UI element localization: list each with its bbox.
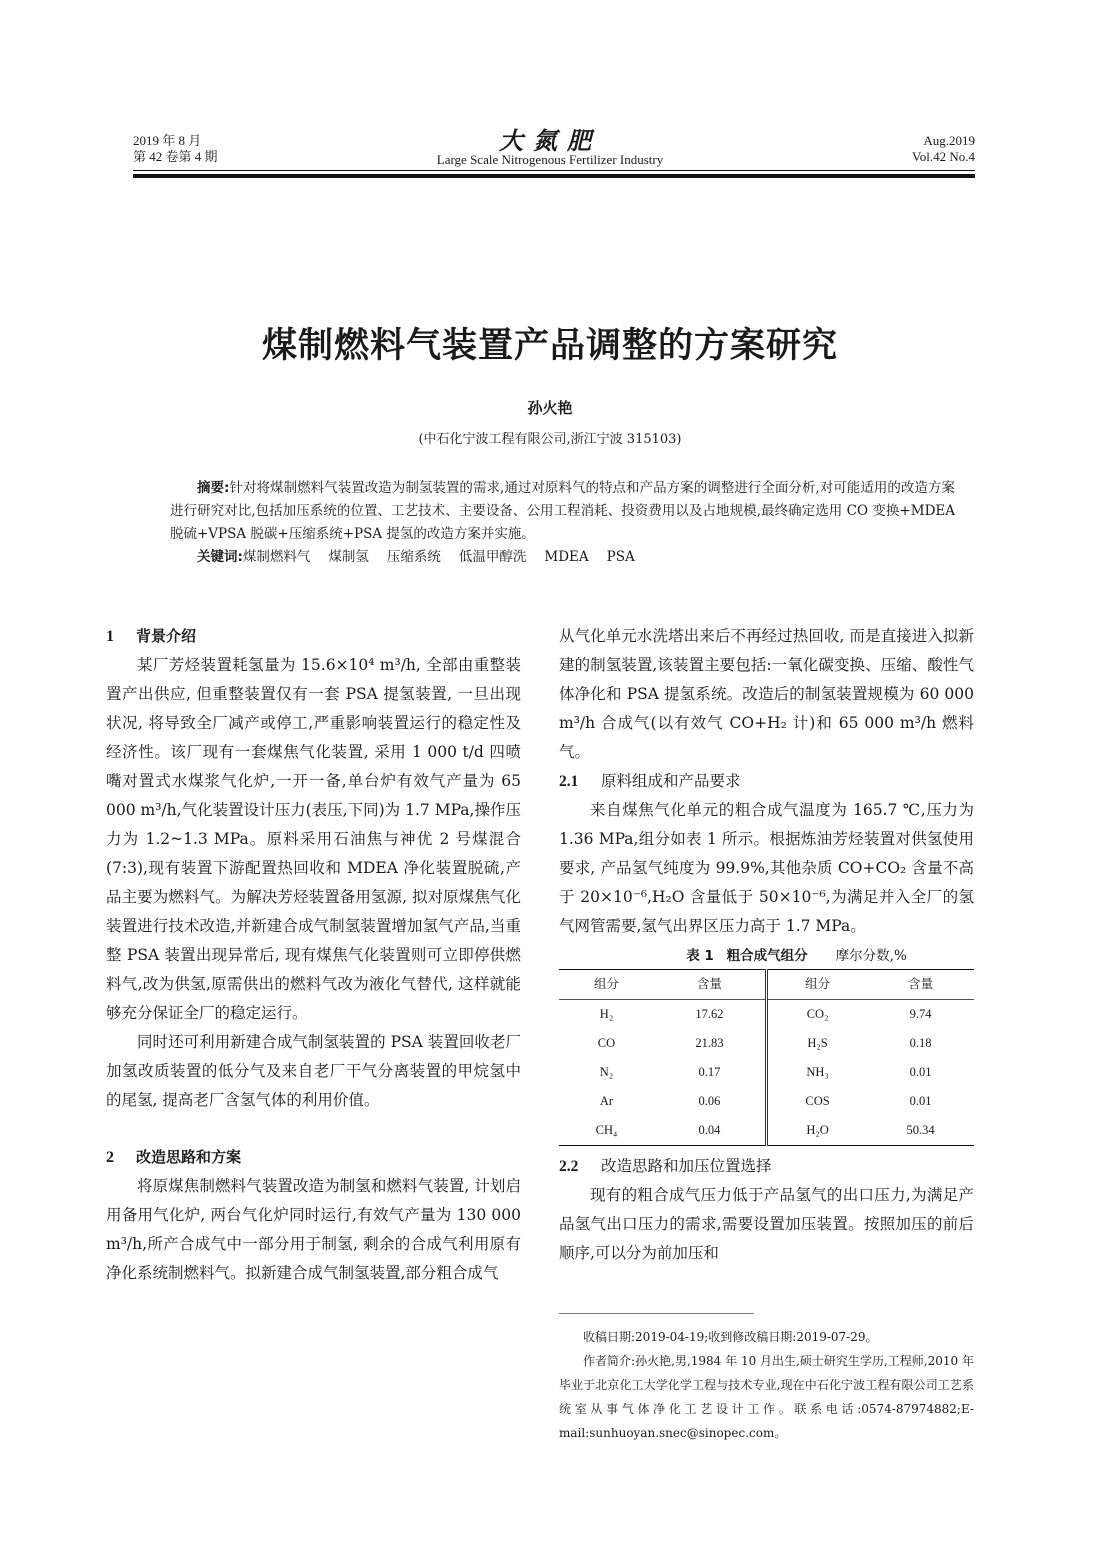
table-cell: 17.62: [654, 1000, 767, 1030]
table-row: [559, 1029, 974, 1058]
section-2-paragraph-1-cont: 从气化单元水洗塔出来后不再经过热回收, 而是直接进入拟新建的制氢装置,该装置主要包括:一氧化碳变换、压缩、酸性气体净化和 PSA 提氢系统。改造后的制氢装置规模为 60 000 m³/h 合成气(以有效气 CO+H₂ 计)和 65 000 m³/h 燃料气。: [559, 627, 974, 761]
footnote: [559, 1325, 974, 1445]
header-rule-thick: [133, 174, 975, 178]
keyword: MDEA: [544, 549, 589, 565]
header-volume-cn: 第 42 卷第 4 期: [133, 149, 218, 164]
header-date-cn: 2019 年 8 月: [133, 133, 202, 148]
table-cell: 0.17: [654, 1058, 767, 1087]
section-title: 背景介绍: [136, 627, 197, 645]
article-author: 孙火艳: [527, 399, 573, 417]
section-2-paragraph-1: 将原煤焦制燃料气装置改造为制氢和燃料气装置, 计划启用备用气化炉, 两台气化炉同时运行,有效气产量为 130 000 m³/h,所产合成气中一部分用于制氢, 剩余的合成气利用原有净化系统制燃料气。拟新建合成气制氢装置,部分粗合成气: [106, 1177, 521, 1282]
table-cell: Ar: [599, 1094, 614, 1108]
table-cell: NH₃: [806, 1065, 829, 1079]
table-1: [559, 969, 974, 1146]
keywords-label: 关键词:: [197, 549, 243, 565]
table-row: [559, 1116, 974, 1146]
keyword: 煤制燃料气: [242, 549, 311, 565]
abstract-block: [170, 477, 955, 569]
table-cell: 0.04: [654, 1116, 767, 1146]
table-row: [559, 1058, 974, 1087]
received-dates: 收稿日期:2019-04-19;收到修改稿日期:2019-07-29。: [583, 1330, 878, 1344]
section-2-1-paragraph: 来自煤焦气化单元的粗合成气温度为 165.7 ℃,压力为 1.36 MPa,组分如表 1 所示。根据炼油芳烃装置对供氢使用要求, 产品氢气纯度为 99.9%,其他杂质 CO+CO₂ 含量不高于 20×10⁻⁶,H₂O 含量低于 50×10⁻⁶,为满足并入全厂的氢气网管需要,氢气出界区压力高于 1.7 MPa。: [559, 801, 974, 935]
section-number: 2.1: [559, 773, 579, 790]
abstract-label: 摘要:: [197, 480, 230, 496]
table-1-caption: [559, 943, 974, 969]
section-1-heading: [106, 622, 521, 651]
table-cell: 0.01: [909, 1065, 932, 1079]
section-title: 原料组成和产品要求: [601, 772, 741, 790]
journal-logo: 大氮肥: [499, 126, 601, 155]
table-unit: 摩尔分数,%: [835, 948, 907, 964]
table-row: [559, 1087, 974, 1116]
footnote-rule: [559, 1313, 754, 1314]
table-cell: H₂: [599, 1007, 614, 1021]
table-cell: 0.01: [909, 1094, 932, 1108]
column-header: 组分: [805, 977, 831, 991]
right-column: [559, 622, 974, 1268]
table-cell: COS: [805, 1094, 830, 1108]
column-header: 组分: [593, 977, 619, 991]
keyword: 煤制氢: [328, 549, 369, 565]
section-number: 2: [106, 1149, 114, 1166]
table-header-row: [559, 970, 974, 1000]
keyword: 压缩系统: [386, 549, 441, 565]
table-row: [559, 1000, 974, 1030]
section-2-2-heading: [559, 1152, 974, 1181]
table-cell: 50.34: [906, 1123, 935, 1137]
table-cell: 0.06: [654, 1087, 767, 1116]
table-cell: H₂S: [807, 1036, 828, 1050]
table-cell: CO: [597, 1036, 616, 1050]
section-2-1-heading: [559, 767, 974, 796]
abstract-paragraph: [170, 477, 955, 546]
author-affiliation: (中石化宁波工程有限公司,浙江宁波 315103): [418, 432, 682, 447]
keyword: 低温甲醇洗: [458, 549, 527, 565]
journal-name-en: Large Scale Nitrogenous Fertilizer Industry: [436, 152, 664, 167]
table-title: 粗合成气组分: [726, 948, 808, 964]
header-date-en: Aug.2019: [923, 133, 975, 148]
keywords-line: [170, 546, 955, 569]
header-issue-en: [912, 133, 975, 165]
section-title: 改造思路和方案: [136, 1148, 242, 1166]
table-cell: 9.74: [909, 1007, 932, 1021]
header-volume-en: Vol.42 No.4: [912, 149, 975, 164]
header-rule-thin: [133, 170, 975, 171]
article-title: 煤制燃料气装置产品调整的方案研究: [261, 326, 838, 366]
section-spacer: [106, 1115, 521, 1143]
table-cell: N₂: [599, 1065, 614, 1079]
section-1-paragraph-2: 同时还可利用新建合成气制氢装置的 PSA 装置回收老厂加氢改质装置的低分气及来自老厂干气分离装置的甲烷氢中的尾氢, 提高老厂含氢气体的利用价值。: [106, 1033, 521, 1109]
column-header: 含量: [654, 970, 767, 1000]
section-number: 1: [106, 628, 114, 645]
column-header: 含量: [908, 977, 934, 991]
section-2-heading: [106, 1143, 521, 1172]
section-2-2-paragraph: 现有的粗合成气压力低于产品氢气的出口压力,为满足产品氢气出口压力的需求,需要设置加压装置。按照加压的前后顺序,可以分为前加压和: [559, 1186, 974, 1262]
abstract-text: 针对将煤制燃料气装置改造为制氢装置的需求,通过对原料气的特点和产品方案的调整进行全面分析,对可能适用的改造方案进行研究对比,包括加压系统的位置、工艺技术、主要设备、公用工程消耗、投资费用以及占地规模,最终确定选用 CO 变换+MDEA 脱硫+VPSA 脱碳+压缩系统+PSA 提氢的改造方案并实施。: [170, 480, 955, 542]
table-cell: 0.18: [909, 1036, 932, 1050]
section-title: 改造思路和加压位置选择: [601, 1157, 772, 1175]
section-number: 2.2: [559, 1158, 579, 1175]
left-column: [106, 622, 521, 1288]
table-cell: CO₂: [806, 1007, 829, 1021]
section-1-paragraph-1: 某厂芳烃装置耗氢量为 15.6×10⁴ m³/h, 全部由重整装置产出供应, 但重整装置仅有一套 PSA 提氢装置, 一旦出现状况, 将导致全厂减产或停工,严重影响装置运行的稳定性及经济性。该厂现有一套煤焦气化装置, 采用 1 000 t/d 四喷嘴对置式水煤浆气化炉,一开一备,单台炉有效气产量为 65 000 m³/h,气化装置设计压力(表压,下同)为 1.7 MPa,操作压力为 1.2~1.3 MPa。原料采用石油焦与神优 2 号煤混合(7:3),现有装置下游配置热回收和 MDEA 净化装置脱硫,产品主要为燃料气。为解决芳烃装置备用氢源, 拟对原煤焦气化装置进行技术改造,并新建合成气制氢装置增加氢气产品,当重整 PSA 装置出现异常后, 现有煤焦气化装置则可立即停供燃料气,改为供氢,原需供出的燃料气改为液化气替代, 这样就能够充分保证全厂的稳定运行。: [106, 656, 521, 1022]
author-bio: 作者简介:孙火艳,男,1984 年 10 月出生,硕士研究生学历,工程师,2010 年毕业于北京化工大学化学工程与技术专业,现在中石化宁波工程有限公司工艺系统室从事气体净化工艺设计工作。联系电话:0574-87974882;E-mail:sunhuoyan.snec@sinopec.com。: [559, 1354, 974, 1440]
table-cell: H₂O: [806, 1123, 829, 1137]
table-cell: 21.83: [654, 1029, 767, 1058]
table-cell: CH₄: [595, 1123, 618, 1137]
table-number: 表 1: [686, 948, 714, 964]
keyword: PSA: [606, 549, 635, 565]
